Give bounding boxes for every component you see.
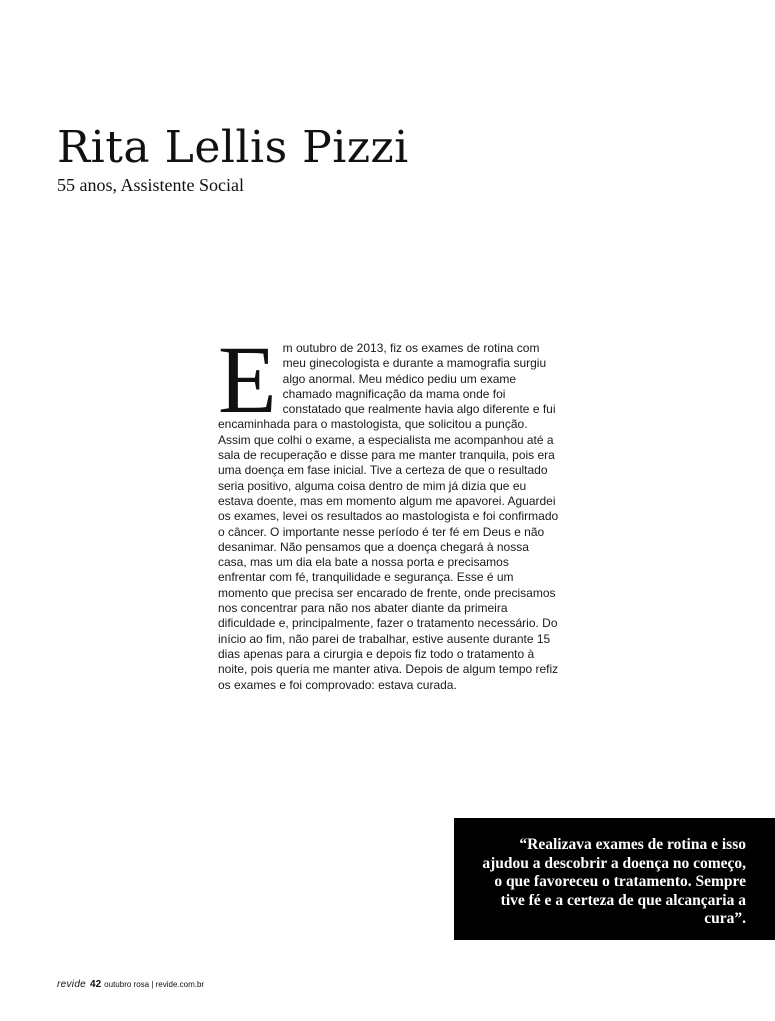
- pull-quote-text: “Realizava exames de rotina e isso ajudou a descobrir a doença no começo, o que favoreceu o tratamento. Sempre tive fé e a certeza de que alcançaria a cura”.: [482, 836, 746, 927]
- article-body: [218, 326, 560, 693]
- footer-info: outubro rosa | revide.com.br: [104, 980, 205, 989]
- article-text: m outubro de 2013, fiz os exames de rotina com meu ginecologista e durante a mamografia surgiu algo anormal. Meu médico pediu um exame chamado magnificação da mama onde foi constatado que realmente havia algo diferente e fui encaminhada para o mastologista, que solicitou a punção. Assim que colhi o exame, a especialista me acompanhou até a sala de recuperação e disse para me manter tranquila, pois era uma doença em fase inicial. Tive a certeza de que o resultado seria positivo, alguma coisa dentro de mim já dizia que eu estava doente, mas em momento algum me apavorei. Aguardei os exames, levei os resultados ao mastologista e foi confirmado o câncer. O importante nesse período é ter fé em Deus e não desanimar. Não pensamos que a doença chegará à nossa casa, mas um dia ela bate a nossa porta e precisamos enfrentar com fé, tranquilidade e segurança. Esse é um momento que precisa ser encarado de frente, onde precisamos nos concentrar para não nos abater diante da primeira dificuldade e, principalmente, fazer o tratamento necessário. Do início ao fim, não parei de trabalhar, estive ausente durante 15 dias apenas para a cirurgia e depois fiz todo o tratamento à noite, pois queria me manter ativa. Depois de algum tempo refiz os exames e foi comprovado: estava curada.: [218, 341, 559, 692]
- pull-quote-box: [454, 818, 775, 940]
- page-number: 42: [90, 979, 102, 990]
- drop-cap: E: [218, 326, 277, 433]
- page-footer: [57, 979, 204, 991]
- person-subtitle: 55 anos, Assistente Social: [57, 175, 244, 195]
- person-name: Rita Lellis Pizzi: [57, 122, 409, 173]
- footer-brand: revide: [57, 979, 87, 990]
